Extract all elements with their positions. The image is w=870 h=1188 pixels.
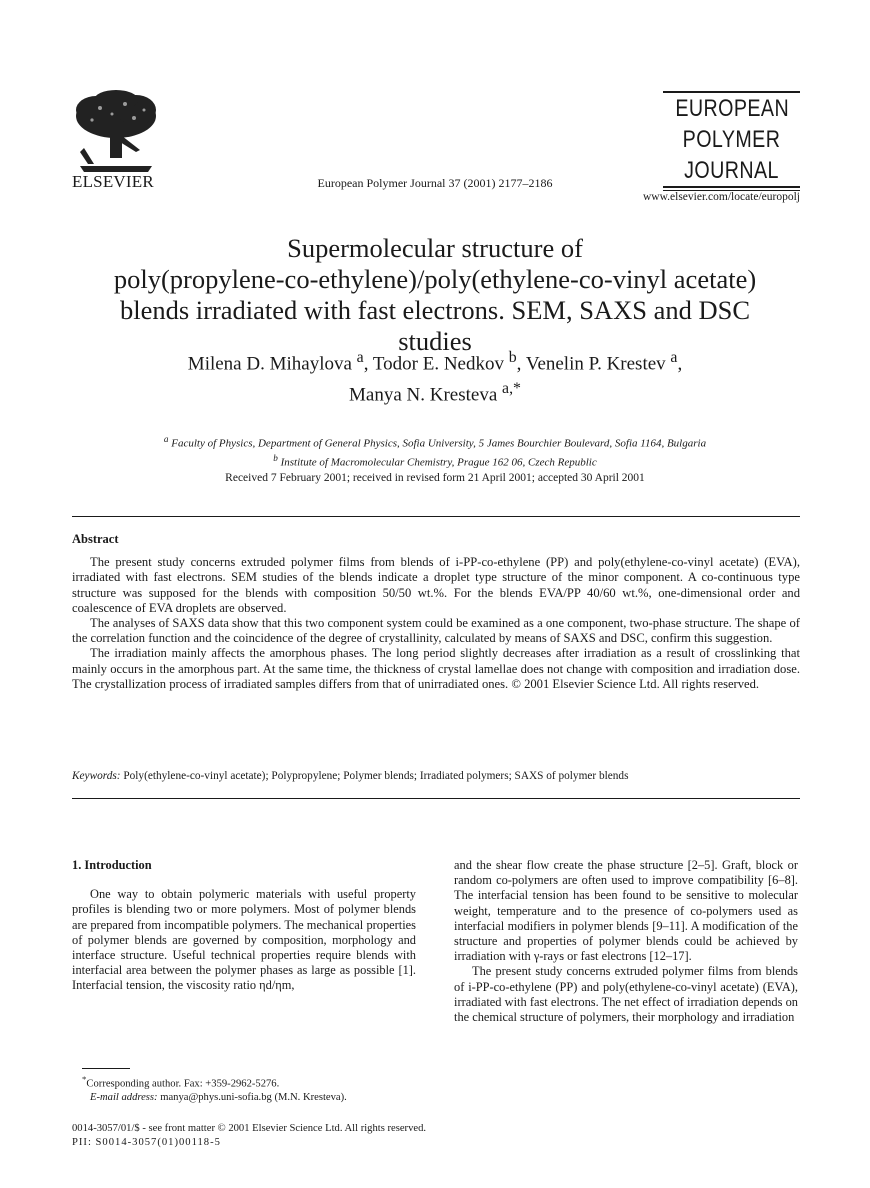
author-affiliation-mark: a	[670, 349, 678, 366]
author-separator: ,	[516, 353, 526, 375]
affiliation-text: Institute of Macromolecular Chemistry, Prague 162 06, Czech Republic	[280, 456, 597, 469]
body-column-left	[72, 858, 416, 994]
keywords-label: Keywords:	[72, 770, 121, 782]
author-name: Venelin P. Krestev	[525, 353, 666, 375]
footnote-rule	[82, 1068, 130, 1069]
author-separator: ,	[677, 353, 683, 375]
body-paragraph: and the shear flow create the phase structure [2–5]. Graft, block or random co-polymers are often used to improve compatibility [6–8]. The interfacial tension has been found to be sensitive to molecular weight, temperature and to the presence of co-polymers used as interfacial modifiers in polymer blends [9–11]. A modification of the structure and properties of polymer blends could be achieved by irradiation with γ-rays or fast electrons [12–17].	[454, 858, 798, 964]
divider	[72, 516, 800, 517]
author-affiliation-mark: a,*	[502, 380, 521, 398]
received-dates: Received 7 February 2001; received in revised form 21 April 2001; accepted 30 April 2001	[225, 472, 645, 484]
author-list	[60, 345, 810, 408]
abstract-heading: Abstract	[72, 532, 119, 546]
author-name: Manya N. Kresteva	[349, 384, 498, 406]
journal-reference: European Polymer Journal 37 (2001) 2177–2186	[317, 176, 553, 190]
keywords	[72, 770, 800, 782]
corresponding-author-note: Corresponding author. Fax: +359-2962-5276.	[86, 1078, 280, 1090]
author-name: Milena D. Mihaylova	[187, 353, 352, 375]
brand-line: EUROPEAN	[675, 95, 790, 122]
journal-url[interactable]: www.elsevier.com/locate/europolj	[642, 191, 800, 203]
issn-line: 0014-3057/01/$ - see front matter © 2001 Elsevier Science Ltd. All rights reserved.	[72, 1123, 427, 1134]
email-address[interactable]: manya@phys.uni-sofia.bg (M.N. Kresteva).	[160, 1092, 347, 1104]
brand-line: JOURNAL	[684, 157, 779, 184]
body-column-right	[454, 858, 798, 1025]
body-paragraph: One way to obtain polymeric materials with useful property profiles is blending two or more polymers. Most of polymer blends are prepared from incompatible polymers. The mechanical properties of polymer blends are governed by composition, morphology and interface structure. Useful technical properties require blends with interfacial area between the polymer phases as large as possible [1]. Interfacial tension, the viscosity ratio ηd/ηm,	[72, 887, 416, 993]
section-heading: 1. Introduction	[72, 858, 152, 872]
title-line: studies	[398, 326, 472, 356]
affiliation-text: Faculty of Physics, Department of General Physics, Sofia University, 5 James Bourchier Boulevard, Sofia 1164, Bulgaria	[171, 437, 707, 450]
title-line: Supermolecular structure of	[287, 233, 583, 263]
brand-rule-bottom	[663, 186, 800, 188]
divider	[72, 798, 800, 799]
abstract-paragraph: The irradiation mainly affects the amorphous phases. The long period slightly decreases after irradiation as a result of crosslinking that mainly occurs in the amorphous part. At the same time, the thickness of crystal lamellae does not change with composition and irradiation dose. The crystallization process of irradiated samples differs from that of unirradiated ones. © 2001 Elsevier Science Ltd. All rights reserved.	[72, 646, 800, 691]
author-name: Todor E. Nedkov	[372, 353, 504, 375]
abstract	[72, 532, 800, 692]
brand-line: POLYMER	[682, 126, 781, 153]
body-paragraph: The present study concerns extruded polymer films from blends of i-PP-co-ethylene (PP) and poly(ethylene-co-vinyl acetate) (EVA), irradiated with fast electrons. The net effect of irradiation depends on the chemical structure of polymers, their morphology and irradiation	[454, 964, 798, 1025]
affiliation-mark: b	[273, 452, 278, 463]
keywords-text: Poly(ethylene-co-vinyl acetate); Polypropylene; Polymer blends; Irradiated polymers; SAXS of polymer blends	[123, 770, 629, 782]
abstract-paragraph: The analyses of SAXS data show that this two component system could be examined as a one component, two-phase structure. The shape of the correlation function and the coincidence of the degree of crystallinity, calculated by means of SAXS and DSC, confirm this suggestion.	[72, 616, 800, 646]
affiliations	[60, 432, 810, 469]
pii-line: PII: S0014-3057(01)00118-5	[72, 1137, 221, 1148]
copyright-block	[72, 1122, 426, 1150]
author-affiliation-mark: a	[356, 349, 364, 366]
paper-title	[60, 233, 810, 357]
author-separator: ,	[363, 353, 373, 375]
affiliation-mark: a	[163, 434, 169, 444]
footnote: *Corresponding author. Fax: +359-2962-5276. E-mail address: manya@phys.uni-sofia.bg (M.N. Kresteva).	[82, 1074, 347, 1104]
abstract-paragraph: The present study concerns extruded polymer films from blends of i-PP-co-ethylene (PP) and poly(ethylene-co-vinyl acetate) (EVA), irradiated with fast electrons. SEM studies of the blends indicate a droplet type structure of the minor component. A co-continuous type structure was supposed for the blends with composition 50/50 wt.%. For the blends EVA/PP 40/60 wt.%, one-dimensional order and coalescence of EVA droplets are observed.	[72, 555, 800, 615]
author-affiliation-mark: b	[508, 349, 517, 366]
title-line: blends irradiated with fast electrons. SEM, SAXS and DSC	[119, 295, 751, 325]
email-label: E-mail address:	[90, 1092, 158, 1104]
publisher-name: ELSEVIER	[72, 172, 154, 191]
journal-brand	[663, 91, 800, 191]
title-line: poly(propylene-co-ethylene)/poly(ethylene-co-vinyl acetate)	[113, 264, 757, 294]
